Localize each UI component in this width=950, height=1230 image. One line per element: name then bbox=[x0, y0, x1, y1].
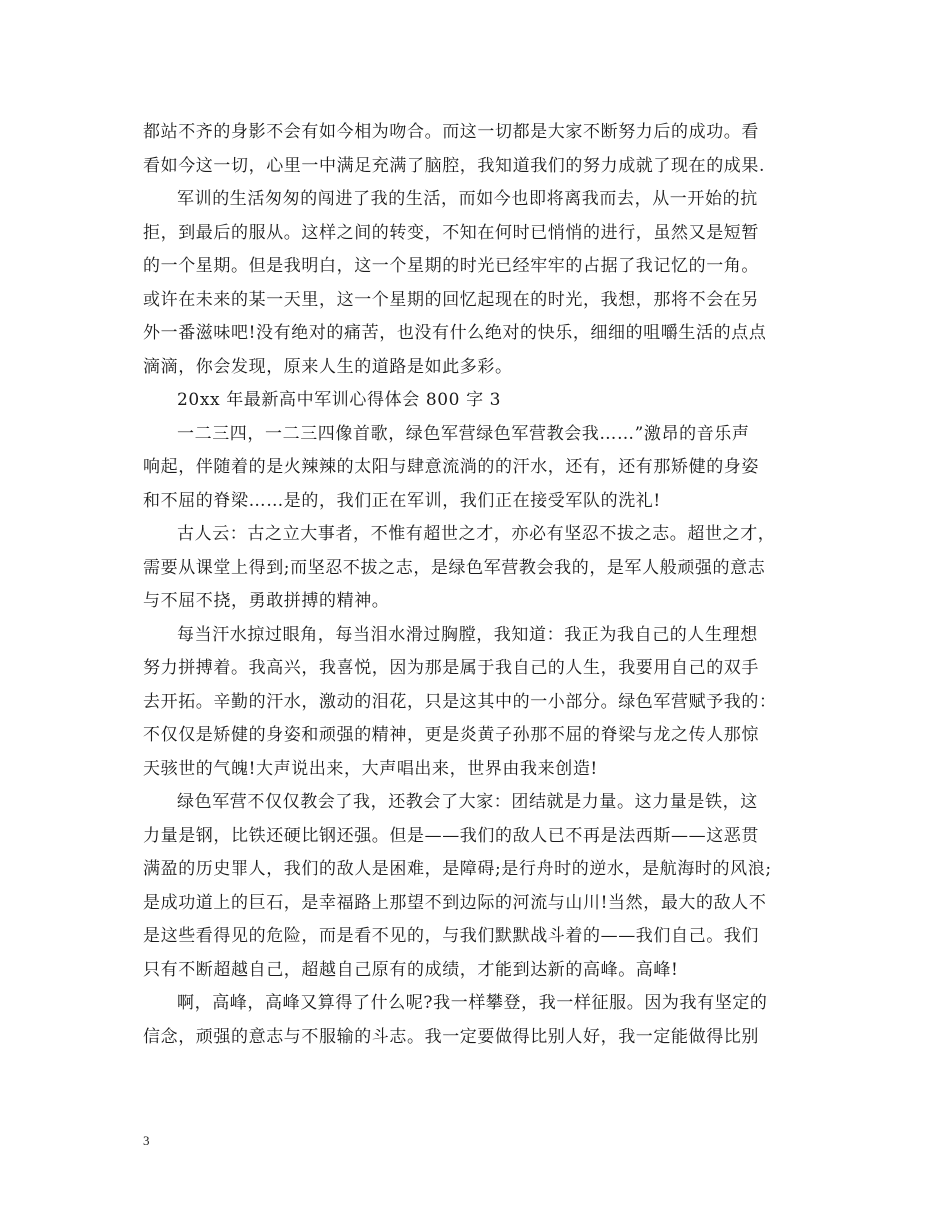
text-line: 和不屈的脊梁……是的，我们正在军训，我们正在接受军队的洗礼! bbox=[143, 490, 661, 511]
text-line: 看如今这一切，心里一中满足充满了脑腔，我知道我们的努力成就了现在的成果. bbox=[143, 155, 766, 176]
text-line: 都站不齐的身影不会有如今相为吻合。而这一切都是大家不断努力后的成功。看 bbox=[143, 122, 759, 142]
text-line: 的一个星期。但是我明白，这一个星期的时光已经牢牢的占据了我记忆的一角。 bbox=[143, 256, 759, 276]
text-line: 外一番滋味吧!没有绝对的痛苦，也没有什么绝对的快乐，细细的咀嚼生活的点点 bbox=[143, 323, 767, 343]
text-line: 军训的生活匆匆的闯进了我的生活，而如今也即将离我而去，从一开始的抗 bbox=[177, 189, 758, 209]
text-line: 不仅仅是矫健的身姿和顽强的精神，更是炎黄子孙那不屈的脊梁与龙之传人那惊 bbox=[143, 725, 759, 745]
text-line: 力量是钢，比铁还硬比钢还强。但是——我们的敌人已不再是法西斯——这恶贯 bbox=[143, 825, 759, 846]
text-line: 滴滴，你会发现，原来人生的道路是如此多彩。 bbox=[143, 356, 513, 377]
text-line: 满盈的历史罪人，我们的敌人是困难，是障碍;是行舟时的逆水，是航海时的风浪; bbox=[143, 859, 772, 879]
text-line: 绿色军营不仅仅教会了我，还教会了大家：团结就是力量。这力量是铁，这 bbox=[177, 792, 758, 812]
text-line: 是这些看得见的危险，而是看不见的，与我们默默战斗着的——我们自己。我们 bbox=[143, 926, 759, 946]
document-body bbox=[143, 116, 811, 1054]
text-line: 啊，高峰，高峰又算得了什么呢?我一样攀登，我一样征服。因为我有坚定的 bbox=[177, 993, 768, 1013]
text-line: 需要从课堂上得到;而坚忍不拔之志，是绿色军营教会我的，是军人般顽强的意志 bbox=[143, 557, 766, 578]
text-line: 去开拓。辛勤的汗水，激动的泪花，只是这其中的一小部分。绿色军营赋予我的： bbox=[143, 691, 777, 712]
text-line: 与不屈不挠，勇敢拼搏的精神。 bbox=[143, 591, 390, 611]
text-line: 一二三四，一二三四像首歌，绿色军营绿色军营教会我……”激昂的音乐声 bbox=[177, 423, 750, 444]
text-line: 古人云：古之立大事者，不惟有超世之才，亦必有坚忍不拔之志。超世之才， bbox=[177, 524, 776, 544]
text-line: 信念，顽强的意志与不服输的斗志。我一定要做得比别人好，我一定能做得比别 bbox=[143, 1026, 759, 1047]
page-number: 3 bbox=[143, 1133, 150, 1148]
text-line: 只有不断超越自己，超越自己原有的成绩，才能到达新的高峰。高峰! bbox=[143, 959, 679, 980]
text-line: 每当汗水掠过眼角，每当泪水滑过胸膛，我知道：我正为我自己的人生理想 bbox=[177, 624, 758, 645]
text-line: 是成功道上的巨石，是幸福路上那望不到边际的河流与山川!当然，最大的敌人不 bbox=[143, 892, 767, 913]
section-heading: 20xx 年最新高中军训心得体会 800 字 3 bbox=[177, 390, 502, 410]
text-line: 拒，到最后的服从。这样之间的转变，不知在何时已悄悄的进行，虽然又是短暂 bbox=[143, 222, 759, 243]
text-line: 或许在未来的某一天里，这一个星期的回忆起现在的时光，我想，那将不会在另 bbox=[143, 289, 759, 310]
text-line: 努力拼搏着。我高兴，我喜悦，因为那是属于我自己的人生，我要用自己的双手 bbox=[143, 658, 759, 678]
text-line: 天骇世的气魄!大声说出来，大声唱出来，世界由我来创造! bbox=[143, 758, 598, 779]
text-line: 响起，伴随着的是火辣辣的太阳与肆意流淌的的汗水，还有，还有那矫健的身姿 bbox=[143, 457, 759, 477]
